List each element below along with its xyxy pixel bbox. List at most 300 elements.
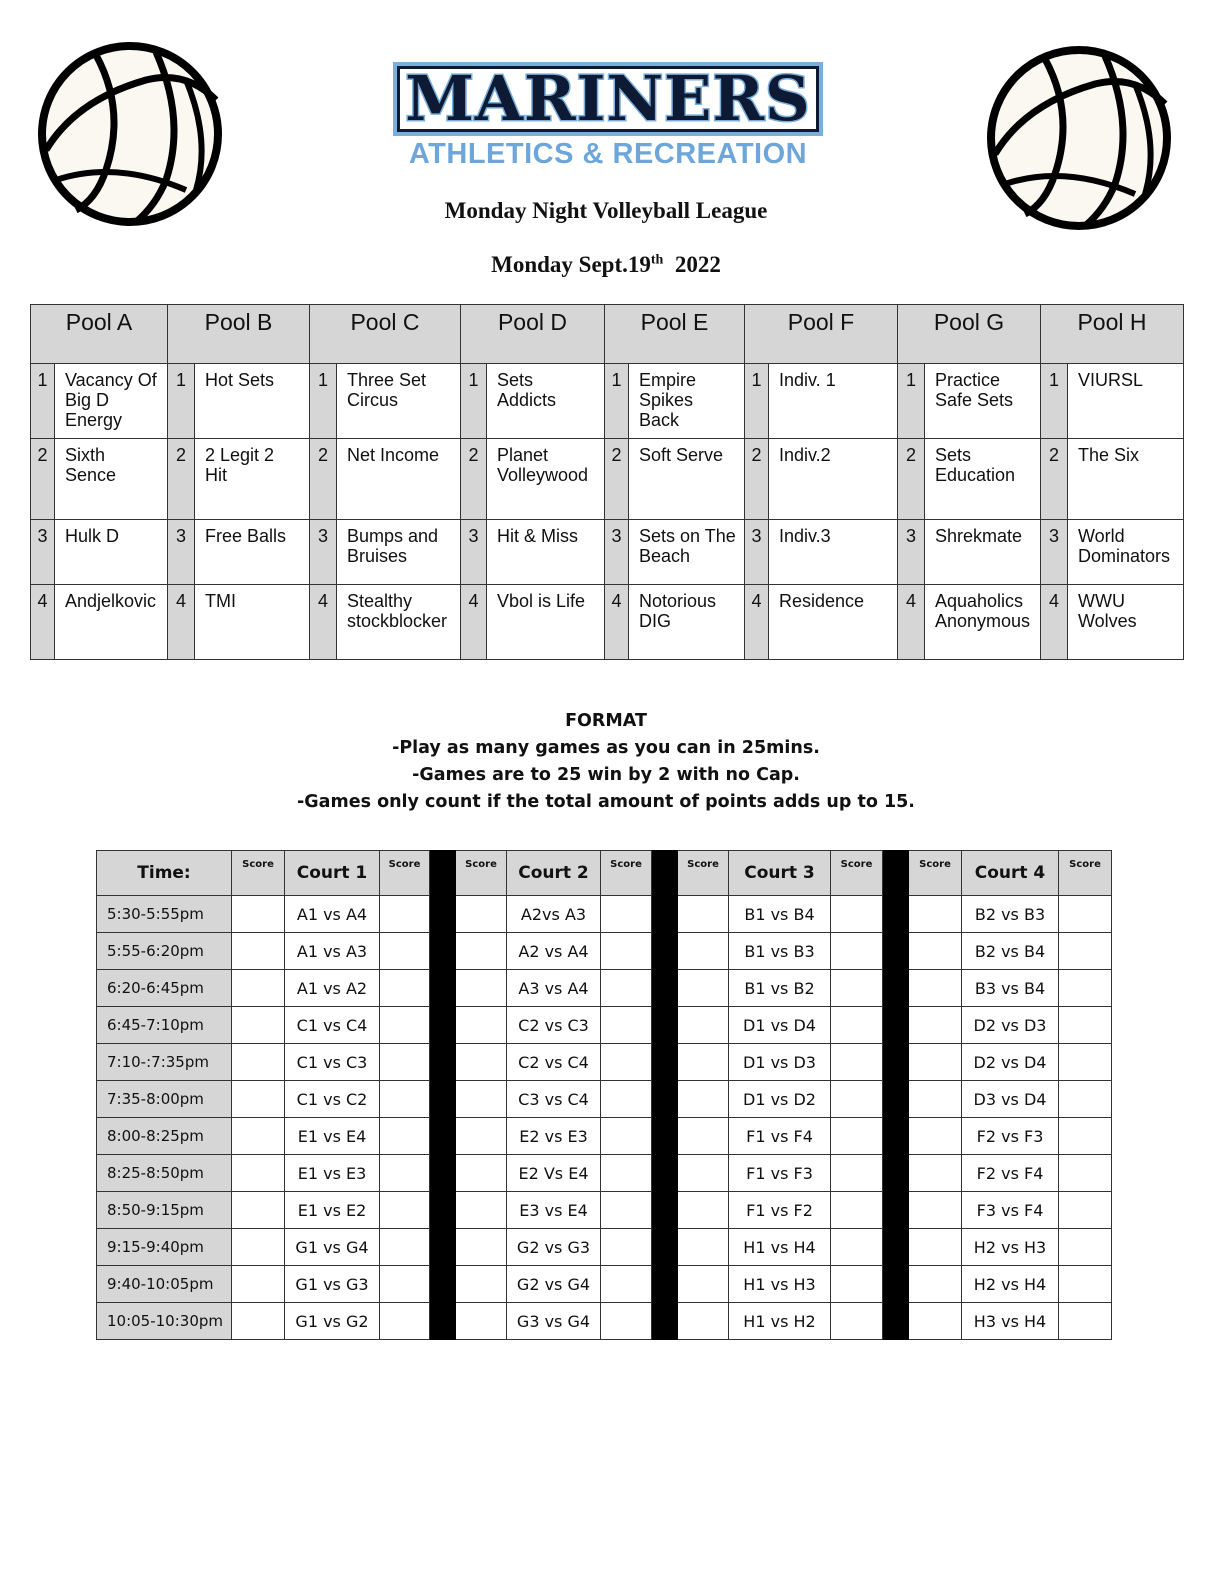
- seed-number: 2: [745, 439, 769, 520]
- matchup: A2 vs A4: [507, 933, 601, 970]
- seed-number: 1: [1041, 364, 1068, 439]
- date-text: Monday Sept.19: [491, 252, 651, 277]
- score-cell[interactable]: [456, 1303, 507, 1340]
- seed-number: 3: [168, 520, 195, 585]
- pool-row: [31, 520, 1184, 585]
- seed-number: 4: [745, 585, 769, 660]
- team-name: Sets Addicts: [487, 364, 605, 439]
- score-cell[interactable]: [232, 1266, 285, 1303]
- score-cell[interactable]: [380, 896, 430, 933]
- schedule-row: [97, 1155, 1112, 1192]
- court-separator: [883, 1303, 909, 1340]
- court-header: Court 4: [962, 851, 1059, 896]
- score-cell[interactable]: [380, 1229, 430, 1266]
- team-name: 2 Legit 2 Hit: [195, 439, 310, 520]
- schedule-row: [97, 970, 1112, 1007]
- score-cell[interactable]: [380, 1266, 430, 1303]
- time-slot: 6:45-7:10pm: [97, 1007, 232, 1044]
- score-cell[interactable]: [601, 1266, 652, 1303]
- matchup: D1 vs D4: [729, 1007, 831, 1044]
- seed-number: 1: [310, 364, 337, 439]
- court-separator: [430, 1155, 456, 1192]
- seed-number: 2: [31, 439, 55, 520]
- seed-number: 4: [898, 585, 925, 660]
- team-name: Notorious DIG: [629, 585, 745, 660]
- pool-row: [31, 585, 1184, 660]
- team-name: Aquaholics Anonymous: [925, 585, 1041, 660]
- team-name: Vacancy Of Big D Energy: [55, 364, 168, 439]
- score-cell[interactable]: [831, 1007, 883, 1044]
- court-separator: [430, 1192, 456, 1229]
- court-separator: [883, 1155, 909, 1192]
- pool-header: Pool D: [461, 305, 605, 364]
- court-separator: [652, 1155, 678, 1192]
- score-cell[interactable]: [232, 1155, 285, 1192]
- score-cell[interactable]: [601, 896, 652, 933]
- score-cell[interactable]: [232, 1007, 285, 1044]
- score-cell[interactable]: [601, 1081, 652, 1118]
- time-slot: 9:40-10:05pm: [97, 1266, 232, 1303]
- score-cell[interactable]: [909, 1155, 962, 1192]
- court-separator: [430, 1229, 456, 1266]
- team-name: TMI: [195, 585, 310, 660]
- score-cell[interactable]: [678, 1081, 729, 1118]
- format-line: -Games only count if the total amount of points adds up to 15.: [297, 792, 915, 812]
- matchup: A2vs A3: [507, 896, 601, 933]
- score-cell[interactable]: [909, 1044, 962, 1081]
- schedule-row: [97, 933, 1112, 970]
- score-cell[interactable]: [1059, 896, 1112, 933]
- matchup: E1 vs E2: [285, 1192, 380, 1229]
- matchup: A1 vs A3: [285, 933, 380, 970]
- score-cell[interactable]: [1059, 1155, 1112, 1192]
- team-name: Vbol is Life: [487, 585, 605, 660]
- score-cell[interactable]: [831, 1303, 883, 1340]
- score-cell[interactable]: [601, 970, 652, 1007]
- court-separator: [652, 1229, 678, 1266]
- score-header: Score: [1059, 851, 1112, 896]
- score-cell[interactable]: [678, 1192, 729, 1229]
- court-separator: [883, 933, 909, 970]
- score-cell[interactable]: [1059, 1266, 1112, 1303]
- score-cell[interactable]: [456, 933, 507, 970]
- seed-number: 4: [461, 585, 487, 660]
- score-cell[interactable]: [678, 1118, 729, 1155]
- logo-title: MARINERS: [393, 62, 823, 136]
- score-cell[interactable]: [678, 1044, 729, 1081]
- matchup: E2 vs E3: [507, 1118, 601, 1155]
- court-header: Court 1: [285, 851, 380, 896]
- time-slot: 7:10-:7:35pm: [97, 1044, 232, 1081]
- schedule-row: [97, 1007, 1112, 1044]
- matchup: B1 vs B2: [729, 970, 831, 1007]
- schedule-row: [97, 1266, 1112, 1303]
- score-cell[interactable]: [601, 1118, 652, 1155]
- score-cell[interactable]: [831, 896, 883, 933]
- matchup: G3 vs G4: [507, 1303, 601, 1340]
- team-name: Stealthy stockblocker: [337, 585, 461, 660]
- time-slot: 8:00-8:25pm: [97, 1118, 232, 1155]
- score-cell[interactable]: [1059, 933, 1112, 970]
- score-cell[interactable]: [232, 1118, 285, 1155]
- seed-number: 3: [605, 520, 629, 585]
- score-cell[interactable]: [1059, 1229, 1112, 1266]
- score-cell[interactable]: [456, 1118, 507, 1155]
- team-name: Soft Serve: [629, 439, 745, 520]
- time-slot: 5:30-5:55pm: [97, 896, 232, 933]
- pool-header: Pool G: [898, 305, 1041, 364]
- mariners-logo: [388, 62, 828, 171]
- court-separator: [883, 1081, 909, 1118]
- schedule-row: [97, 896, 1112, 933]
- matchup: C3 vs C4: [507, 1081, 601, 1118]
- court-separator: [430, 1081, 456, 1118]
- court-separator: [883, 1118, 909, 1155]
- matchup: B1 vs B4: [729, 896, 831, 933]
- score-cell[interactable]: [601, 1192, 652, 1229]
- score-cell[interactable]: [232, 1303, 285, 1340]
- pool-row: [31, 364, 1184, 439]
- score-cell[interactable]: [456, 1229, 507, 1266]
- matchup: H2 vs H3: [962, 1229, 1059, 1266]
- matchup: F2 vs F4: [962, 1155, 1059, 1192]
- court-separator: [883, 970, 909, 1007]
- score-cell[interactable]: [909, 1007, 962, 1044]
- format-line: -Play as many games as you can in 25mins.: [392, 738, 820, 758]
- matchup: C2 vs C3: [507, 1007, 601, 1044]
- team-name: Sixth Sence: [55, 439, 168, 520]
- score-cell[interactable]: [678, 933, 729, 970]
- schedule-row: [97, 1192, 1112, 1229]
- score-cell[interactable]: [909, 1303, 962, 1340]
- seed-number: 2: [310, 439, 337, 520]
- pool-header: Pool C: [310, 305, 461, 364]
- score-header: Score: [678, 851, 729, 896]
- schedule-row: [97, 1118, 1112, 1155]
- court-separator: [652, 1044, 678, 1081]
- score-cell[interactable]: [831, 933, 883, 970]
- seed-number: 1: [31, 364, 55, 439]
- score-cell[interactable]: [380, 1044, 430, 1081]
- team-name: Indiv. 1: [769, 364, 898, 439]
- score-header: Score: [831, 851, 883, 896]
- score-cell[interactable]: [678, 1007, 729, 1044]
- matchup: F1 vs F2: [729, 1192, 831, 1229]
- team-name: WWU Wolves: [1068, 585, 1184, 660]
- seed-number: 2: [461, 439, 487, 520]
- time-slot: 9:15-9:40pm: [97, 1229, 232, 1266]
- team-name: Planet Volleywood: [487, 439, 605, 520]
- seed-number: 4: [31, 585, 55, 660]
- time-slot: 8:25-8:50pm: [97, 1155, 232, 1192]
- matchup: G2 vs G4: [507, 1266, 601, 1303]
- score-cell[interactable]: [909, 896, 962, 933]
- matchup: F3 vs F4: [962, 1192, 1059, 1229]
- court-separator: [652, 1081, 678, 1118]
- court-separator: [883, 851, 909, 896]
- team-name: Practice Safe Sets: [925, 364, 1041, 439]
- team-name: Hulk D: [55, 520, 168, 585]
- score-cell[interactable]: [380, 1192, 430, 1229]
- score-cell[interactable]: [831, 1192, 883, 1229]
- pool-header: Pool B: [168, 305, 310, 364]
- court-separator: [652, 1007, 678, 1044]
- seed-number: 3: [31, 520, 55, 585]
- score-cell[interactable]: [380, 1118, 430, 1155]
- matchup: D1 vs D3: [729, 1044, 831, 1081]
- matchup: E3 vs E4: [507, 1192, 601, 1229]
- team-name: Sets on The Beach: [629, 520, 745, 585]
- court-separator: [652, 896, 678, 933]
- matchup: D3 vs D4: [962, 1081, 1059, 1118]
- court-separator: [430, 1303, 456, 1340]
- matchup: B3 vs B4: [962, 970, 1059, 1007]
- matchup: G2 vs G3: [507, 1229, 601, 1266]
- score-cell[interactable]: [1059, 1081, 1112, 1118]
- schedule-row: [97, 1229, 1112, 1266]
- court-separator: [430, 1007, 456, 1044]
- score-cell[interactable]: [909, 933, 962, 970]
- court-separator: [652, 970, 678, 1007]
- seed-number: 4: [605, 585, 629, 660]
- score-cell[interactable]: [831, 1155, 883, 1192]
- score-cell[interactable]: [1059, 1007, 1112, 1044]
- seed-number: 1: [898, 364, 925, 439]
- seed-number: 3: [1041, 520, 1068, 585]
- format-line: -Games are to 25 win by 2 with no Cap.: [412, 765, 800, 785]
- seed-number: 2: [898, 439, 925, 520]
- team-name: VIURSL: [1068, 364, 1184, 439]
- matchup: C2 vs C4: [507, 1044, 601, 1081]
- matchup: B2 vs B3: [962, 896, 1059, 933]
- matchup: H2 vs H4: [962, 1266, 1059, 1303]
- score-cell[interactable]: [232, 933, 285, 970]
- score-header: Score: [380, 851, 430, 896]
- time-slot: 5:55-6:20pm: [97, 933, 232, 970]
- team-name: Indiv.3: [769, 520, 898, 585]
- seed-number: 1: [168, 364, 195, 439]
- score-cell[interactable]: [1059, 970, 1112, 1007]
- score-header: Score: [456, 851, 507, 896]
- matchup: H1 vs H4: [729, 1229, 831, 1266]
- score-cell[interactable]: [909, 1229, 962, 1266]
- score-cell[interactable]: [678, 1229, 729, 1266]
- score-cell[interactable]: [232, 1229, 285, 1266]
- score-cell[interactable]: [456, 1155, 507, 1192]
- score-cell[interactable]: [456, 1007, 507, 1044]
- schedule-row: [97, 1303, 1112, 1340]
- score-cell[interactable]: [601, 1007, 652, 1044]
- league-title: Monday Night Volleyball League: [444, 198, 768, 223]
- matchup: A1 vs A2: [285, 970, 380, 1007]
- court-separator: [652, 1266, 678, 1303]
- matchup: F1 vs F3: [729, 1155, 831, 1192]
- score-cell[interactable]: [909, 1081, 962, 1118]
- schedule-row: [97, 1044, 1112, 1081]
- court-separator: [430, 851, 456, 896]
- court-header: Court 2: [507, 851, 601, 896]
- matchup: E2 Vs E4: [507, 1155, 601, 1192]
- matchup: F1 vs F4: [729, 1118, 831, 1155]
- court-separator: [652, 933, 678, 970]
- score-cell[interactable]: [909, 1192, 962, 1229]
- score-cell[interactable]: [380, 1007, 430, 1044]
- court-separator: [430, 970, 456, 1007]
- court-separator: [430, 1266, 456, 1303]
- matchup: C1 vs C3: [285, 1044, 380, 1081]
- score-cell[interactable]: [909, 1266, 962, 1303]
- matchup: F2 vs F3: [962, 1118, 1059, 1155]
- team-name: Indiv.2: [769, 439, 898, 520]
- score-cell[interactable]: [232, 970, 285, 1007]
- score-cell[interactable]: [601, 933, 652, 970]
- score-cell[interactable]: [831, 1229, 883, 1266]
- time-slot: 8:50-9:15pm: [97, 1192, 232, 1229]
- seed-number: 4: [1041, 585, 1068, 660]
- score-cell[interactable]: [601, 1155, 652, 1192]
- court-separator: [430, 896, 456, 933]
- matchup: D1 vs D2: [729, 1081, 831, 1118]
- seed-number: 3: [898, 520, 925, 585]
- matchup: A1 vs A4: [285, 896, 380, 933]
- score-cell[interactable]: [831, 1081, 883, 1118]
- team-name: Sets Education: [925, 439, 1041, 520]
- matchup: G1 vs G4: [285, 1229, 380, 1266]
- team-name: Hot Sets: [195, 364, 310, 439]
- score-header: Score: [909, 851, 962, 896]
- court-separator: [652, 1192, 678, 1229]
- score-cell[interactable]: [380, 933, 430, 970]
- court-separator: [883, 1266, 909, 1303]
- score-cell[interactable]: [831, 1044, 883, 1081]
- court-separator: [430, 1118, 456, 1155]
- matchup: A3 vs A4: [507, 970, 601, 1007]
- court-separator: [652, 1118, 678, 1155]
- score-cell[interactable]: [1059, 1044, 1112, 1081]
- team-name: World Dominators: [1068, 520, 1184, 585]
- team-name: Shrekmate: [925, 520, 1041, 585]
- pool-row: [31, 439, 1184, 520]
- score-cell[interactable]: [678, 1266, 729, 1303]
- logo-subtitle: ATHLETICS & RECREATION: [408, 138, 808, 170]
- pool-header: Pool A: [31, 305, 168, 364]
- seed-number: 1: [745, 364, 769, 439]
- pool-header: Pool H: [1041, 305, 1184, 364]
- seed-number: 4: [310, 585, 337, 660]
- seed-number: 3: [461, 520, 487, 585]
- matchup: E1 vs E3: [285, 1155, 380, 1192]
- score-cell[interactable]: [232, 1192, 285, 1229]
- score-cell[interactable]: [380, 970, 430, 1007]
- score-cell[interactable]: [601, 1044, 652, 1081]
- score-cell[interactable]: [678, 896, 729, 933]
- score-cell[interactable]: [456, 1192, 507, 1229]
- matchup: G1 vs G3: [285, 1266, 380, 1303]
- matchup: C1 vs C4: [285, 1007, 380, 1044]
- score-cell[interactable]: [1059, 1303, 1112, 1340]
- court-header: Court 3: [729, 851, 831, 896]
- court-separator: [883, 1229, 909, 1266]
- score-cell[interactable]: [831, 1118, 883, 1155]
- court-separator: [430, 933, 456, 970]
- score-cell[interactable]: [456, 1266, 507, 1303]
- seed-number: 1: [605, 364, 629, 439]
- score-cell[interactable]: [909, 1118, 962, 1155]
- team-name: Net Income: [337, 439, 461, 520]
- score-header: Score: [232, 851, 285, 896]
- score-cell[interactable]: [456, 970, 507, 1007]
- score-cell[interactable]: [232, 896, 285, 933]
- seed-number: 2: [168, 439, 195, 520]
- court-separator: [430, 1044, 456, 1081]
- time-slot: 6:20-6:45pm: [97, 970, 232, 1007]
- score-cell[interactable]: [380, 1155, 430, 1192]
- matchup: G1 vs G2: [285, 1303, 380, 1340]
- score-cell[interactable]: [380, 1303, 430, 1340]
- score-cell[interactable]: [456, 896, 507, 933]
- team-name: Andjelkovic: [55, 585, 168, 660]
- score-cell[interactable]: [678, 1303, 729, 1340]
- court-separator: [652, 851, 678, 896]
- score-cell[interactable]: [456, 1044, 507, 1081]
- matchup: B2 vs B4: [962, 933, 1059, 970]
- score-cell[interactable]: [831, 1266, 883, 1303]
- score-header: Score: [601, 851, 652, 896]
- score-cell[interactable]: [456, 1081, 507, 1118]
- date-suffix: th: [650, 252, 664, 268]
- seed-number: 3: [745, 520, 769, 585]
- pools-table: [30, 304, 1184, 660]
- team-name: Empire Spikes Back: [629, 364, 745, 439]
- score-cell[interactable]: [232, 1081, 285, 1118]
- team-name: Bumps and Bruises: [337, 520, 461, 585]
- score-cell[interactable]: [380, 1081, 430, 1118]
- team-name: Hit & Miss: [487, 520, 605, 585]
- format-title: FORMAT: [565, 711, 647, 731]
- team-name: Free Balls: [195, 520, 310, 585]
- score-cell[interactable]: [601, 1229, 652, 1266]
- score-cell[interactable]: [1059, 1118, 1112, 1155]
- score-cell[interactable]: [1059, 1192, 1112, 1229]
- score-cell[interactable]: [601, 1303, 652, 1340]
- matchup: D2 vs D4: [962, 1044, 1059, 1081]
- score-cell[interactable]: [909, 970, 962, 1007]
- pool-header: Pool F: [745, 305, 898, 364]
- score-cell[interactable]: [678, 970, 729, 1007]
- schedule-row: [97, 1081, 1112, 1118]
- matchup: E1 vs E4: [285, 1118, 380, 1155]
- matchup: H3 vs H4: [962, 1303, 1059, 1340]
- team-name: Residence: [769, 585, 898, 660]
- court-separator: [883, 1007, 909, 1044]
- court-separator: [883, 896, 909, 933]
- matchup: H1 vs H3: [729, 1266, 831, 1303]
- score-cell[interactable]: [232, 1044, 285, 1081]
- seed-number: 1: [461, 364, 487, 439]
- team-name: Three Set Circus: [337, 364, 461, 439]
- seed-number: 4: [168, 585, 195, 660]
- schedule-table: [96, 850, 1112, 1340]
- event-date: [0, 252, 1212, 278]
- court-separator: [883, 1192, 909, 1229]
- matchup: D2 vs D3: [962, 1007, 1059, 1044]
- format-section: [0, 708, 1212, 816]
- score-cell[interactable]: [678, 1155, 729, 1192]
- seed-number: 3: [310, 520, 337, 585]
- court-separator: [883, 1044, 909, 1081]
- score-cell[interactable]: [831, 970, 883, 1007]
- pool-header: Pool E: [605, 305, 745, 364]
